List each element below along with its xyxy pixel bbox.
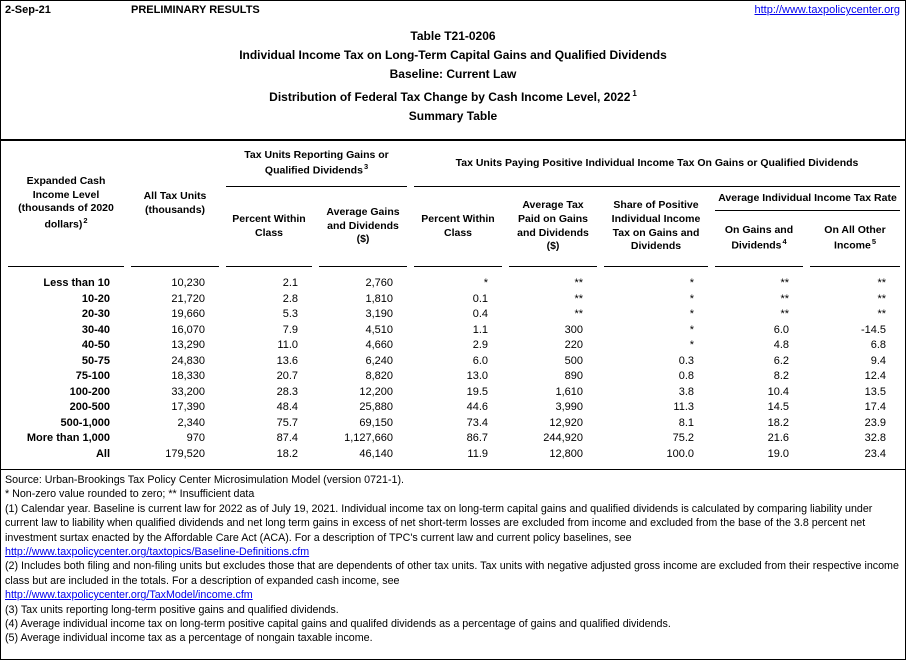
cell: 14.5: [767, 401, 790, 413]
cell: 44.6: [466, 401, 489, 413]
cell: **: [877, 308, 887, 320]
cell: 48.4: [276, 401, 298, 413]
footnote-text: (2) Includes both filing and non-filing units but excludes those that are dependents of other tax units. Tax units with negative adjusted gross income are excluded from their respective income class but are included in the totals. For a description of expanded cash income, see: [5, 560, 899, 587]
cell: 8.2: [773, 370, 790, 382]
cell: 2,760: [365, 277, 394, 289]
table-row: [8, 292, 900, 308]
col-header-rate-on-gains: On Gains and Dividends$^4$: [715, 211, 803, 267]
footnote-link[interactable]: http://www.taxpolicycenter.org/taxtopics/Baseline-Definitions.cfm: [5, 546, 310, 559]
cell: 17.4: [864, 401, 887, 413]
cell: *: [689, 323, 695, 336]
cell: 6.8: [870, 339, 887, 351]
cell: 19.0: [767, 447, 790, 460]
footnote-text: (5) Average individual income tax as a percentage of nongain taxable income.: [5, 632, 373, 645]
cell: 86.7: [466, 432, 489, 444]
cell: 890: [564, 370, 584, 382]
row-label: 200-500: [69, 401, 110, 413]
subgroup-header-average-tax-rate: Average Individual Income Tax Rate: [715, 187, 900, 211]
cell: 73.4: [466, 416, 489, 429]
title-summary: Summary Table: [408, 109, 498, 123]
footnote-link[interactable]: http://www.taxpolicycenter.org/TaxModel/income.cfm: [5, 589, 253, 602]
report-date: 2-Sep-21: [5, 4, 51, 16]
cell: 19,660: [171, 308, 205, 320]
footnote-ref-2: 2: [83, 215, 88, 225]
cell: 4.8: [773, 339, 790, 351]
cell: 13.0: [466, 370, 489, 382]
row-label: All: [95, 447, 110, 460]
row-label: 500-1,000: [60, 416, 110, 429]
cell: 2.8: [282, 292, 298, 305]
cell: *: [689, 339, 695, 351]
cell: **: [877, 292, 887, 305]
cell: 18.2: [767, 416, 790, 429]
cell: *: [689, 277, 695, 289]
row-label: 40-50: [81, 339, 110, 351]
cell: 500: [564, 354, 584, 367]
cell: 9.4: [870, 354, 887, 367]
cell: *: [689, 308, 695, 320]
cell: 75.2: [672, 432, 695, 444]
cell: 6.0: [773, 323, 790, 336]
cell: 23.4: [864, 447, 887, 460]
cell: 0.8: [678, 370, 695, 382]
cell: **: [574, 277, 584, 289]
cell: 100.0: [666, 447, 695, 460]
cell: 46,140: [359, 447, 394, 460]
cell: 10.4: [767, 385, 790, 398]
footnote-ref-1: 1: [632, 89, 637, 98]
cell: 6.2: [773, 354, 790, 367]
cell: 1,810: [365, 292, 394, 305]
cell: 19.5: [466, 385, 489, 398]
table-row: [8, 416, 900, 432]
cell: 2.9: [472, 339, 489, 351]
cell: 11.0: [277, 339, 298, 351]
title-baseline: Baseline: Current Law: [389, 67, 517, 81]
footnote-ref-4: 4: [782, 237, 787, 247]
footnote-ref-3: 3: [363, 162, 369, 172]
row-label: 75-100: [75, 370, 110, 382]
table-number: Table T21-0206: [410, 29, 496, 43]
table-row: [8, 431, 900, 447]
table-row: [8, 385, 900, 401]
cell: 3,990: [555, 401, 584, 413]
cell: 8.1: [678, 416, 695, 429]
cell: 10,230: [171, 277, 205, 289]
cell: 75.7: [276, 416, 298, 429]
col-header-share-positive-tax: Share of Positive Individual Income Tax on Gains and Dividends: [604, 187, 708, 267]
cell: 3,190: [365, 308, 394, 320]
row-label: 10-20: [81, 292, 110, 305]
cell: 18.2: [276, 447, 298, 460]
taxpolicycenter-link[interactable]: http://www.taxpolicycenter.org: [754, 4, 900, 16]
cell: -14.5: [860, 323, 887, 336]
table-row: [8, 323, 900, 339]
row-label: 20-30: [81, 308, 110, 320]
cell: 13.6: [276, 354, 298, 367]
col-header-reporting-percent-within-class: Percent Within Class: [226, 187, 312, 267]
cell: 220: [564, 339, 584, 351]
cell: 11.3: [673, 401, 695, 413]
cell: 16,070: [171, 323, 205, 336]
cell: 0.1: [472, 292, 489, 305]
row-label: 30-40: [81, 323, 110, 336]
table-row: [8, 307, 900, 323]
table-row: [8, 447, 900, 470]
cell: 1,610: [555, 385, 584, 398]
cell: 23.9: [864, 416, 887, 429]
cell: 300: [564, 323, 584, 336]
group-header-reporting-gains: Tax Units Reporting Gains or Qualified Dividends$^3$: [226, 141, 407, 187]
col-header-average-tax-paid: Average Tax Paid on Gains and Dividends ($): [509, 187, 597, 267]
footnote-text: * Non-zero value rounded to zero; ** Insufficient data: [5, 488, 255, 501]
footnote-text: (4) Average individual income tax on long-term positive capital gains and qualifed dividends as a percentage of gains and qualified dividends.: [5, 618, 671, 631]
group-header-paying-tax: Tax Units Paying Positive Individual Income Tax On Gains or Qualified Dividends: [414, 141, 900, 187]
footnotes-block: [1, 470, 905, 646]
cell: 12,920: [549, 416, 584, 429]
cell: 32.8: [864, 432, 887, 444]
cell: **: [780, 277, 790, 289]
cell: 12,800: [549, 447, 584, 460]
cell: **: [574, 292, 584, 305]
cell: 4,510: [365, 323, 394, 336]
cell: 87.4: [276, 432, 298, 444]
cell: 3.8: [678, 385, 695, 398]
title-main: Individual Income Tax on Long-Term Capital Gains and Qualified Dividends: [239, 48, 667, 62]
col-header-average-gains-dividends: Average Gains and Dividends ($): [319, 187, 407, 267]
row-label: Less than 10: [43, 277, 110, 289]
cell: 33,200: [171, 385, 205, 398]
row-label: 50-75: [81, 354, 110, 367]
col-header-expanded-cash-income: Expanded Cash Income Level (thousands of 2020 dollars)$^2$: [8, 141, 124, 267]
cell: 0.3: [678, 354, 695, 367]
cell: 4,660: [365, 339, 394, 351]
footnote-text: (1) Calendar year. Baseline is current law for 2022 as of July 19, 2021. Individual income tax on long-term capital gains and qualified dividends is calculated by comparing liability under current law to liability when qualified dividends and net long term gains in excess of net short-term losses are excluded from income and excluded from the base of the 3.8 percent net investment surtax enacted by the Affordable Care Act (ACA). For a description of TPC's current law and current policy baselines, see: [5, 502, 873, 544]
cell: 970: [186, 432, 205, 444]
cell: 8,820: [365, 370, 394, 382]
table-body: [8, 267, 900, 469]
table-row: [8, 400, 900, 416]
col-header-all-tax-units: All Tax Units (thousands): [131, 141, 219, 267]
cell: 6,240: [365, 354, 394, 367]
cell: **: [574, 308, 584, 320]
top-bar: [1, 1, 905, 16]
cell: 11.9: [467, 447, 489, 460]
cell: 20.7: [276, 370, 298, 382]
title-distribution: Distribution of Federal Tax Change by Cash Income Level, 2022 $^1$: [269, 89, 637, 104]
cell: **: [877, 277, 887, 289]
cell: 1,127,660: [344, 432, 394, 444]
cell: *: [483, 277, 489, 289]
cell: 25,880: [359, 401, 394, 413]
cell: 7.9: [282, 323, 298, 336]
cell: **: [780, 292, 790, 305]
cell: 2.1: [282, 277, 298, 289]
footnote-ref-5: 5: [871, 237, 876, 247]
cell: 179,520: [165, 447, 205, 460]
col-header-rate-on-other-income: On All Other Income$^5$: [810, 211, 900, 267]
cell: 18,330: [171, 370, 205, 382]
cell: 1.1: [472, 323, 489, 336]
row-label: 100-200: [69, 385, 110, 398]
cell: 244,920: [543, 432, 584, 444]
table-row: [8, 267, 900, 292]
table-row: [8, 369, 900, 385]
cell: 69,150: [359, 416, 394, 429]
cell: 12,200: [359, 385, 394, 398]
cell: 21,720: [171, 292, 205, 305]
footnote-text: Source: Urban-Brookings Tax Policy Center Microsimulation Model (version 0721-1).: [5, 474, 404, 486]
cell: **: [780, 308, 790, 320]
cell: 12.4: [864, 370, 887, 382]
cell: 2,340: [177, 416, 205, 429]
table-row: [8, 354, 900, 370]
cell: 6.0: [472, 354, 489, 367]
cell: 13,290: [171, 339, 205, 351]
table-row: [8, 338, 900, 354]
cell: 17,390: [171, 401, 205, 413]
cell: 5.3: [282, 308, 298, 320]
cell: 21.6: [767, 432, 790, 444]
cell: *: [689, 292, 695, 305]
cell: 24,830: [171, 354, 205, 367]
cell: 0.4: [472, 308, 489, 320]
row-label: More than 1,000: [26, 432, 110, 444]
cell: 28.3: [276, 385, 298, 398]
col-header-paying-percent-within-class: Percent Within Class: [414, 187, 502, 267]
distribution-table: [1, 141, 906, 469]
title-block: [1, 27, 905, 126]
preliminary-results-label: PRELIMINARY RESULTS: [131, 4, 260, 16]
cell: 13.5: [864, 385, 887, 398]
footnote-text: (3) Tax units reporting long-term positive gains and qualified dividends.: [5, 603, 339, 616]
